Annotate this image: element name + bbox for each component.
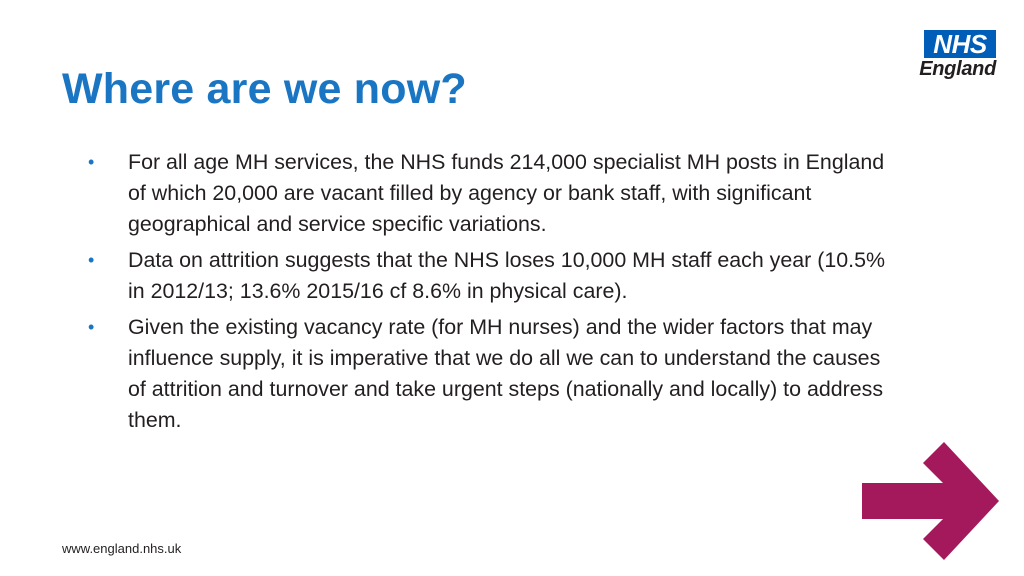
slide-title: Where are we now? xyxy=(62,65,467,113)
bullet-item xyxy=(88,245,888,307)
bullet-text: For all age MH services, the NHS funds 214,000 specialist MH posts in England of which 20,000 are vacant filled by agency or bank staff, with significant geographical and service specific variations. xyxy=(128,150,885,236)
nhs-logo-box xyxy=(924,30,996,58)
nhs-england-logo xyxy=(902,30,998,88)
logo-nhs-text: NHS xyxy=(933,29,987,59)
bullet-item xyxy=(88,147,888,240)
footer-url: www.england.nhs.uk xyxy=(62,541,182,556)
logo-england-text: England xyxy=(919,58,996,80)
bullet-text: Given the existing vacancy rate (for MH nurses) and the wider factors that may influence supply, it is imperative that we do all we can to understand the causes of attrition and turnover and take urgent steps (nationally and locally) to address them. xyxy=(128,315,884,432)
bullet-marker: • xyxy=(88,317,95,337)
bullet-text: Data on attrition suggests that the NHS loses 10,000 MH staff each year (10.5% in 2012/13; 13.6% 2015/16 cf 8.6% in physical care). xyxy=(128,248,886,303)
bullet-marker: • xyxy=(88,152,95,172)
bullet-list xyxy=(88,147,888,441)
right-arrow-icon xyxy=(860,442,1000,560)
bullet-item xyxy=(88,312,888,436)
bullet-marker: • xyxy=(88,250,95,270)
